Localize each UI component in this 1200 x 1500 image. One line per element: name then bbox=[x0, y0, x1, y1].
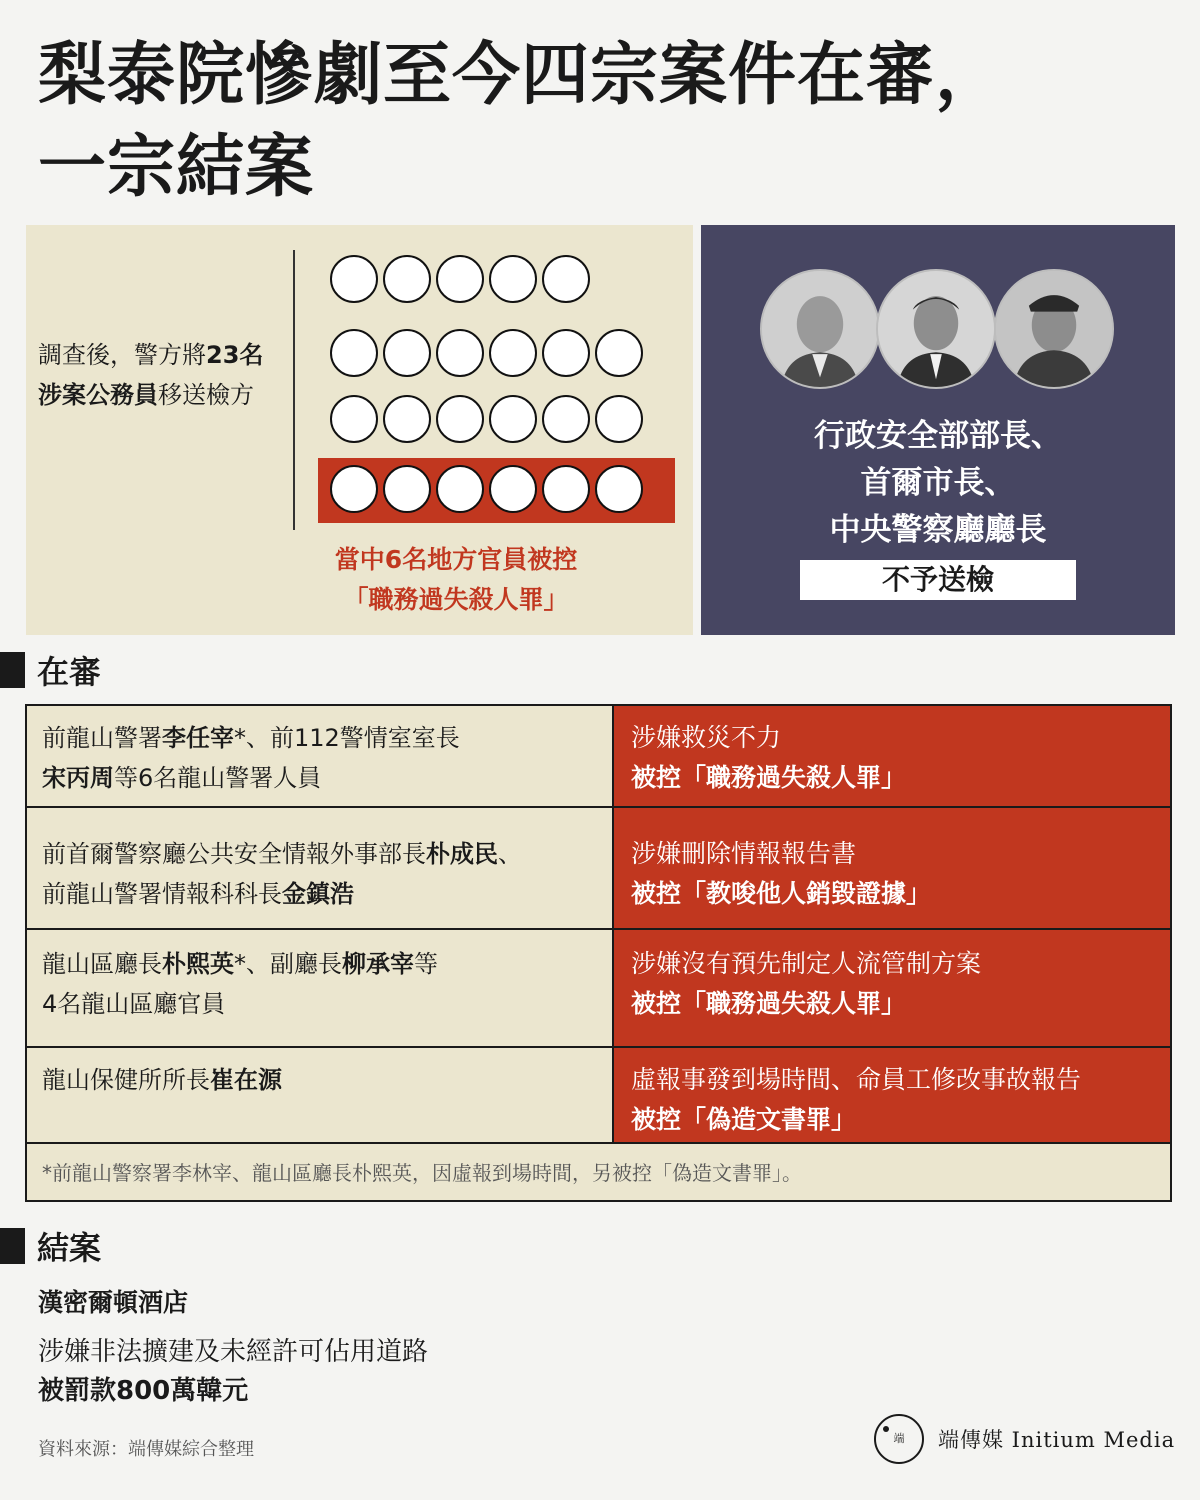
allegation-text: 虛報事發到場時間、命員工修改事故報告 bbox=[631, 1065, 1082, 1094]
official-dot bbox=[489, 395, 537, 443]
defendants-cell bbox=[27, 1048, 614, 1144]
official-dot bbox=[595, 395, 643, 443]
defendant-text: 前首爾警察廳公共安全情報外事部長 bbox=[42, 840, 426, 868]
table-row bbox=[27, 928, 1170, 1048]
portrait-mayor-icon bbox=[876, 269, 996, 389]
brand-logo bbox=[874, 1414, 1175, 1464]
source-credit: 資料來源：端傳媒綜合整理 bbox=[38, 1439, 254, 1460]
portrait-minister-icon bbox=[760, 269, 880, 389]
charge-text: 被控「職務過失殺人罪」 bbox=[631, 763, 907, 792]
defendants-cell bbox=[27, 706, 614, 806]
official-dot bbox=[330, 395, 378, 443]
closed-case-penalty: 被罰款800萬韓元 bbox=[38, 1376, 249, 1406]
defendant-name: 朴成民 bbox=[426, 840, 498, 868]
official-line-3: 中央警察廳廳長 bbox=[829, 512, 1047, 548]
referral-lead-bold: 23名涉案公務員 bbox=[38, 341, 264, 409]
on-trial-table bbox=[25, 704, 1172, 1202]
official-dot bbox=[489, 329, 537, 377]
defendant-name: 金鎮浩 bbox=[282, 880, 354, 908]
allegation-text: 涉嫌沒有預先制定人流管制方案 bbox=[631, 949, 982, 978]
on-trial-heading-text: 在審 bbox=[37, 653, 102, 691]
defendant-name: 宋丙周 bbox=[42, 764, 114, 792]
official-dot bbox=[330, 329, 378, 377]
official-dot bbox=[330, 255, 378, 303]
defendant-name: 李任宰 bbox=[162, 724, 234, 752]
referral-lead-text bbox=[38, 335, 278, 415]
charged-caption-line-1: 當中6名地方官員被控 bbox=[334, 545, 578, 574]
charge-cell bbox=[614, 808, 1170, 930]
table-row bbox=[27, 1046, 1170, 1144]
charge-text: 被控「教唆他人銷毀證據」 bbox=[631, 879, 932, 908]
official-dot bbox=[595, 329, 643, 377]
closed-case-description: 涉嫌非法擴建及未經許可佔用道路 bbox=[38, 1337, 429, 1367]
official-dot bbox=[542, 465, 590, 513]
defendant-text: *、前112警情室室長 bbox=[234, 724, 460, 752]
charge-cell bbox=[614, 1048, 1170, 1144]
page-title-line-2: 一宗結案 bbox=[38, 128, 315, 207]
defendant-name: 崔在源 bbox=[210, 1066, 282, 1094]
section-marker-icon bbox=[0, 652, 25, 688]
not-referred-officials-list bbox=[701, 413, 1175, 554]
official-dot bbox=[542, 329, 590, 377]
charged-officials-row bbox=[330, 465, 643, 517]
page-title-line-1: 梨泰院慘劇至今四宗案件在審， bbox=[38, 36, 1005, 115]
allegation-text: 涉嫌刪除情報報告書 bbox=[631, 839, 857, 868]
brand-name: 端傳媒 Initium Media bbox=[938, 1428, 1176, 1452]
charge-text: 被控「偽造文書罪」 bbox=[631, 1105, 857, 1134]
referral-lead-post: 移送檢方 bbox=[158, 381, 254, 409]
official-dot bbox=[436, 255, 484, 303]
defendant-text: 前龍山警署 bbox=[42, 724, 162, 752]
official-dot bbox=[542, 255, 590, 303]
referred-officials-row bbox=[330, 329, 643, 381]
referred-officials-row bbox=[330, 255, 590, 307]
defendant-text: 等6名龍山警署人員 bbox=[114, 764, 322, 792]
table-row bbox=[27, 806, 1170, 930]
not-referred-badge: 不予送檢 bbox=[800, 560, 1076, 600]
official-dot bbox=[383, 329, 431, 377]
section-marker-icon bbox=[0, 1228, 25, 1264]
official-dot bbox=[330, 465, 378, 513]
logo-mark: 端 bbox=[893, 1432, 905, 1445]
defendant-text: 、 bbox=[498, 840, 522, 868]
official-line-2: 首爾市長、 bbox=[860, 465, 1016, 501]
official-dot bbox=[436, 465, 484, 513]
allegation-text: 涉嫌救災不力 bbox=[631, 723, 782, 752]
closed-heading bbox=[0, 1226, 101, 1266]
defendants-cell bbox=[27, 930, 614, 1048]
portrait-police-chief-icon bbox=[994, 269, 1114, 389]
referral-summary-panel bbox=[26, 225, 693, 635]
charged-caption bbox=[276, 540, 636, 620]
official-dot bbox=[542, 395, 590, 443]
defendant-text: *、副廳長 bbox=[234, 950, 342, 978]
on-trial-heading bbox=[0, 650, 101, 690]
official-dot bbox=[383, 255, 431, 303]
defendant-text: 等 bbox=[414, 950, 438, 978]
official-dot bbox=[436, 395, 484, 443]
official-dot bbox=[436, 329, 484, 377]
defendant-text: 前龍山警署情報科科長 bbox=[42, 880, 282, 908]
defendant-text: 龍山保健所所長 bbox=[42, 1066, 210, 1094]
defendant-text: 龍山區廳長 bbox=[42, 950, 162, 978]
charge-text: 被控「職務過失殺人罪」 bbox=[631, 989, 907, 1018]
official-dot bbox=[595, 465, 643, 513]
official-dot bbox=[383, 465, 431, 513]
official-dot bbox=[489, 465, 537, 513]
official-dot bbox=[489, 255, 537, 303]
charge-cell bbox=[614, 706, 1170, 806]
charge-cell bbox=[614, 930, 1170, 1048]
defendants-cell bbox=[27, 808, 614, 930]
official-line-1: 行政安全部部長、 bbox=[814, 418, 1062, 454]
page-title bbox=[38, 30, 1158, 214]
closed-case-name: 漢密爾頓酒店 bbox=[38, 1288, 189, 1317]
referral-lead-pre: 調查後，警方將 bbox=[38, 341, 206, 369]
referred-officials-row bbox=[330, 395, 643, 447]
initium-logo-icon bbox=[874, 1414, 924, 1464]
table-row bbox=[27, 706, 1170, 806]
not-referred-panel bbox=[701, 225, 1175, 635]
divider-line bbox=[293, 250, 295, 530]
table-footnote: *前龍山警察署李林宰、龍山區廳長朴熙英，因虛報到場時間，另被控「偽造文書罪」。 bbox=[27, 1142, 1170, 1200]
defendant-name: 柳承宰 bbox=[342, 950, 414, 978]
closed-heading-text: 結案 bbox=[37, 1229, 102, 1267]
defendant-name: 朴熙英 bbox=[162, 950, 234, 978]
official-dot bbox=[383, 395, 431, 443]
defendant-text: 4名龍山區廳官員 bbox=[42, 990, 226, 1018]
charged-caption-line-2: 「職務過失殺人罪」 bbox=[343, 585, 569, 614]
